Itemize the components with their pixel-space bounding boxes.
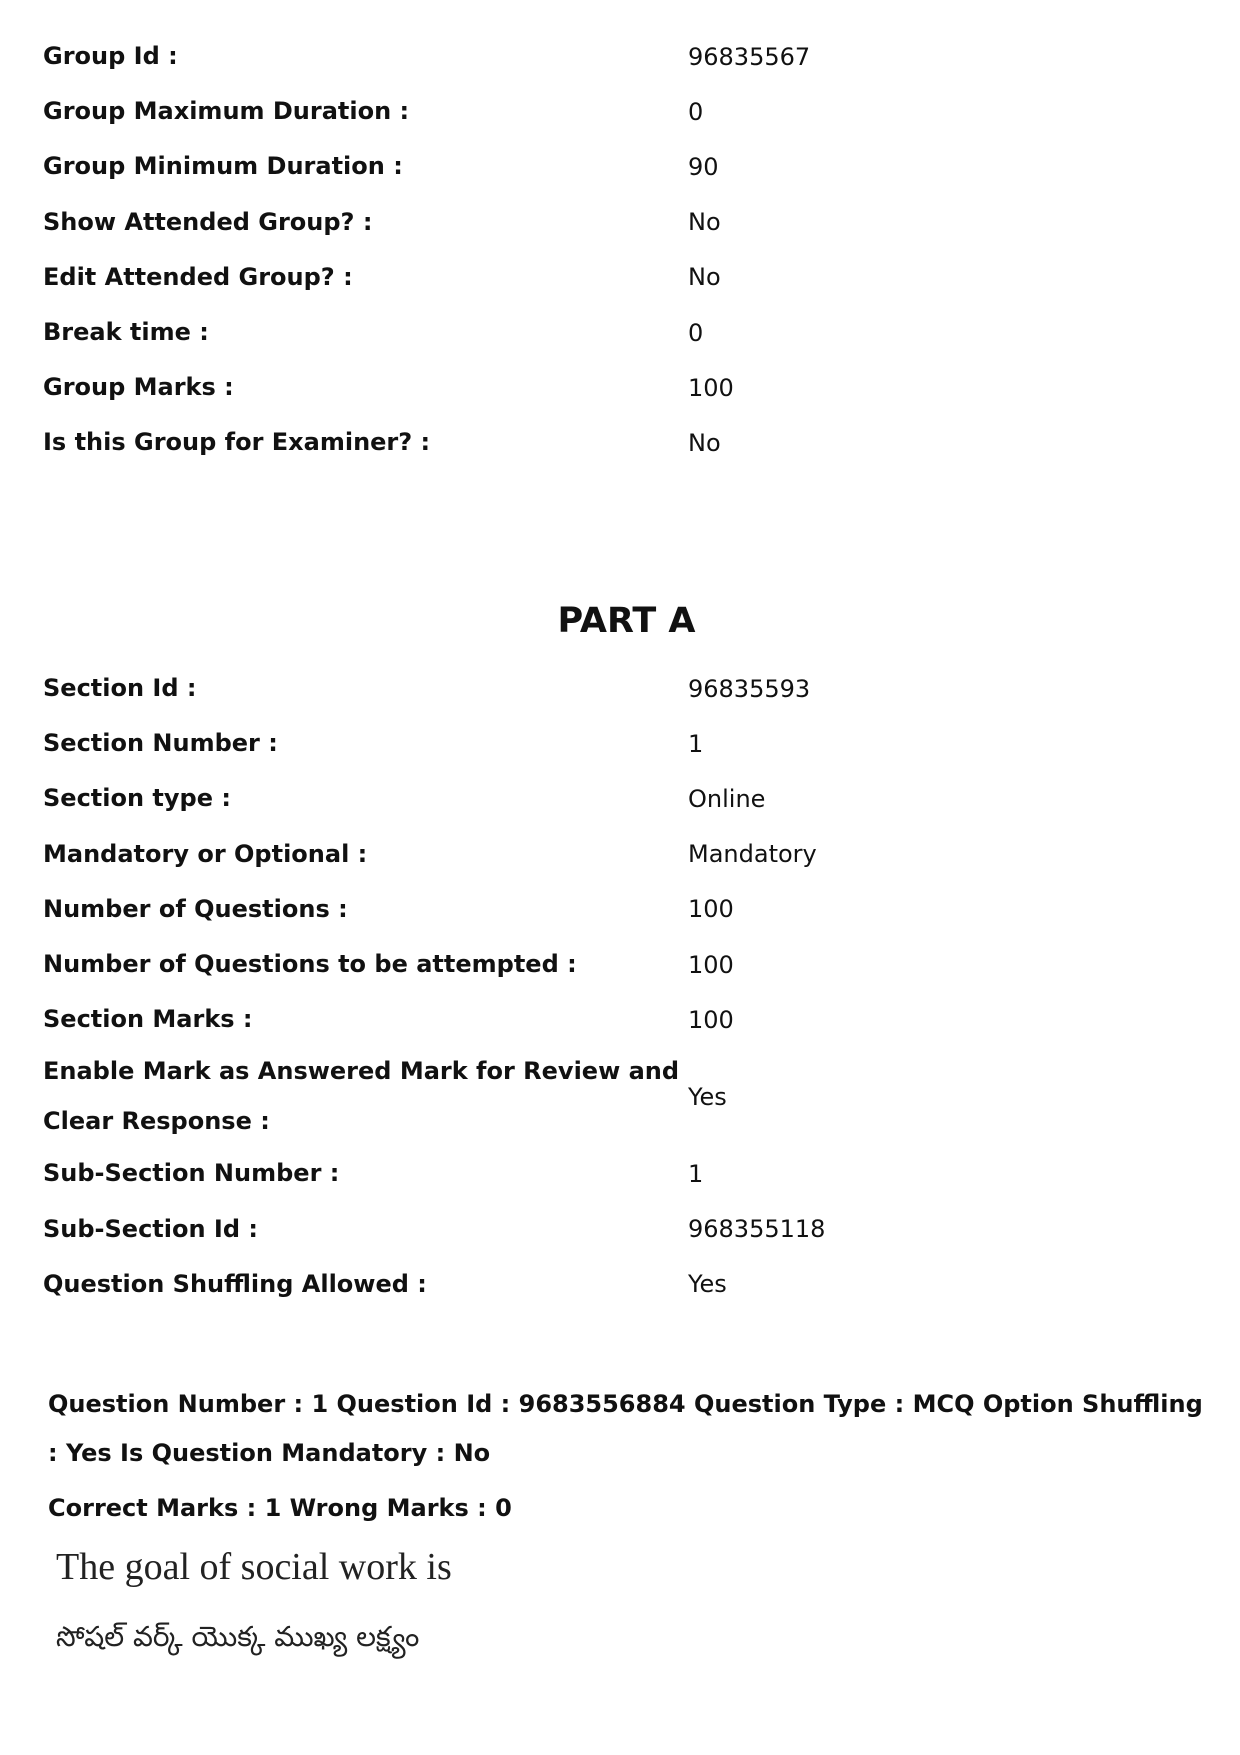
field-value: 1: [688, 1159, 704, 1188]
section-detail-row: [43, 716, 1193, 771]
part-heading: PART A: [557, 601, 696, 641]
field-value: 90: [688, 152, 719, 181]
field-label: Group Minimum Duration :: [43, 152, 403, 181]
field-label: Number of Questions :: [43, 894, 348, 923]
group-detail-row: [43, 84, 1193, 139]
field-value: 96835593: [688, 674, 811, 703]
group-details-table: [43, 29, 1193, 471]
field-label: Question Shuffling Allowed :: [43, 1269, 427, 1298]
section-detail-row: [43, 1202, 1193, 1257]
field-value: Yes: [688, 1082, 727, 1111]
question-text-image: [56, 1543, 556, 1673]
group-detail-row: [43, 305, 1193, 360]
field-value: 100: [688, 950, 734, 979]
field-label: Group Maximum Duration :: [43, 97, 410, 126]
field-label: Is this Group for Examiner? :: [43, 428, 431, 457]
field-label: Section type :: [43, 784, 231, 813]
question-text-english: The goal of social work is: [56, 1546, 452, 1588]
section-details-table: [43, 661, 1193, 1312]
field-value: No: [688, 263, 721, 292]
section-detail-row: [43, 661, 1193, 716]
field-value: Yes: [688, 1270, 727, 1299]
field-label: Number of Questions to be attempted :: [43, 950, 577, 979]
question-meta: Question Number : 1 Question Id : 9683556884 Question Type : MCQ Option Shuffling : Yes Is Question Mandatory : No: [48, 1390, 1203, 1467]
group-detail-row: [43, 29, 1193, 84]
question-marks: Correct Marks : 1 Wrong Marks : 0: [48, 1494, 512, 1522]
section-detail-row: [43, 1257, 1193, 1312]
section-detail-row: [43, 827, 1193, 882]
field-value: No: [688, 208, 721, 237]
field-label: Edit Attended Group? :: [43, 262, 353, 291]
field-label: Group Id :: [43, 42, 178, 71]
group-detail-row: [43, 195, 1193, 250]
field-label: Group Marks :: [43, 373, 234, 402]
section-detail-row: [43, 771, 1193, 826]
section-detail-row: [43, 1146, 1193, 1201]
field-value: 0: [688, 97, 704, 126]
section-detail-row: [43, 992, 1193, 1047]
field-label: Sub-Section Id :: [43, 1214, 258, 1243]
field-value: Mandatory: [688, 840, 817, 869]
field-value: 968355118: [688, 1215, 826, 1244]
question-block: [48, 1380, 1208, 1653]
question-text-telugu: సోషల్ వర్క్ యొక్క ముఖ్య లక్ష్యం: [56, 1620, 420, 1653]
field-value: No: [688, 428, 721, 457]
group-detail-row: [43, 360, 1193, 415]
group-detail-row: [43, 250, 1193, 305]
field-label: Show Attended Group? :: [43, 207, 373, 236]
field-label: Section Marks :: [43, 1005, 253, 1034]
section-detail-row: [43, 1047, 1193, 1146]
field-value: 100: [688, 895, 734, 924]
field-label: Break time :: [43, 318, 209, 347]
field-label: Section Number :: [43, 729, 278, 758]
group-detail-row: [43, 415, 1193, 470]
field-label: Sub-Section Number :: [43, 1159, 340, 1188]
field-value: Online: [688, 784, 766, 813]
section-detail-row: [43, 937, 1193, 992]
field-value: 1: [688, 729, 704, 758]
field-value: 0: [688, 318, 704, 347]
field-value: 100: [688, 1005, 734, 1034]
field-label: Mandatory or Optional :: [43, 839, 368, 868]
group-detail-row: [43, 139, 1193, 194]
field-value: 96835567: [688, 42, 811, 71]
field-label: Enable Mark as Answered Mark for Review and Clear Response :: [43, 1057, 680, 1135]
field-value: 100: [688, 373, 734, 402]
field-label: Section Id :: [43, 674, 197, 703]
section-detail-row: [43, 882, 1193, 937]
